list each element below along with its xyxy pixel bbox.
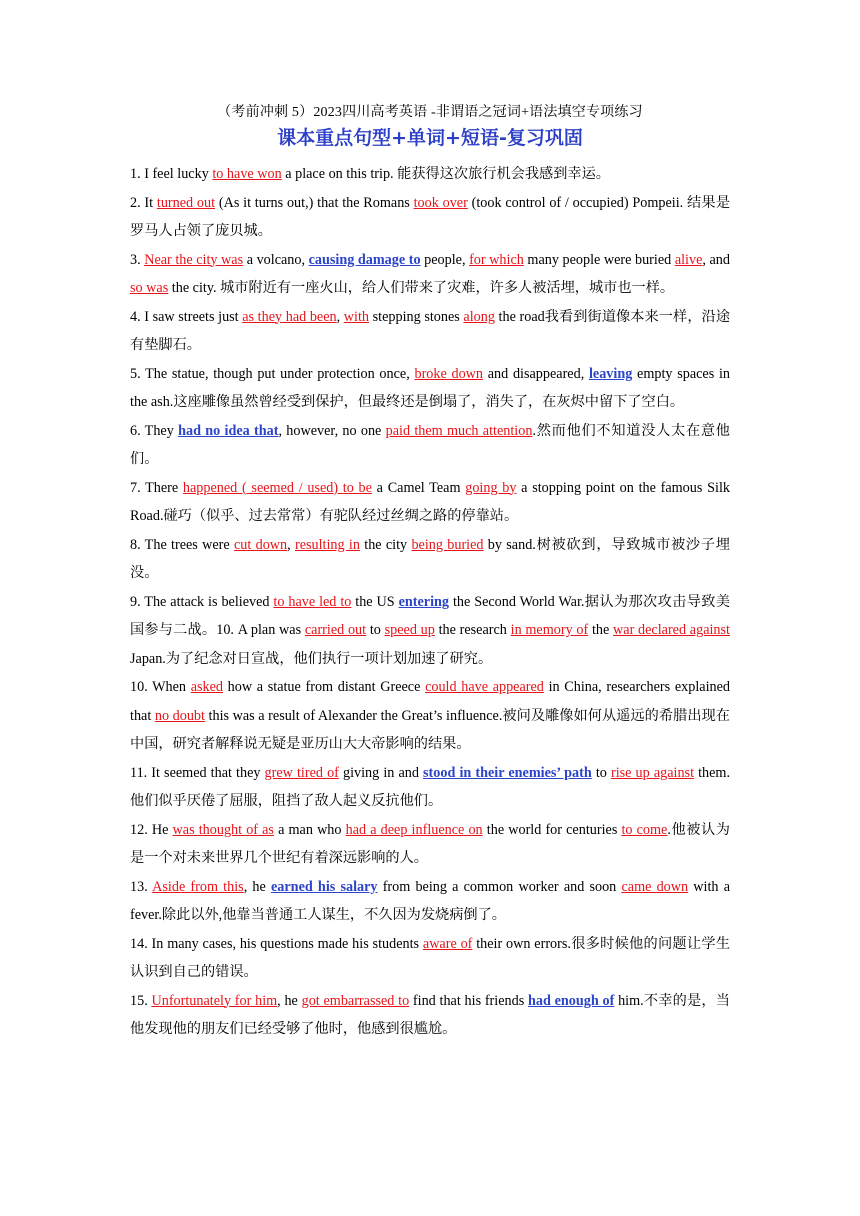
sentence-text: 3. <box>130 251 145 268</box>
sentence-text: people, <box>420 251 470 268</box>
sentence-text: a place on this trip. 能获得这次旅行机会我感到幸运。 <box>281 166 610 182</box>
key-phrase-red: paid them much attention <box>385 422 533 439</box>
key-phrase-red: to have won <box>212 166 282 182</box>
key-phrase-red: could have appeared <box>425 679 544 695</box>
sentence-text: this was a result of Alexander the Great’s influence.被问及雕像如何从遥远的希腊出现在中国，研究者解释说无疑是亚历山大大帝影响的结果。 <box>130 707 730 752</box>
sentence-text: 13. <box>130 878 153 895</box>
sentence-text: the road我看到街道像本来一样，沿途有垫脚石。 <box>130 308 731 353</box>
sentence-item <box>130 303 730 360</box>
sentence-text: their own errors.很多时候他的问题让学生认识到自己的错误。 <box>130 935 731 980</box>
sentence-item <box>130 160 730 189</box>
sentence-item <box>130 189 730 246</box>
sentence-item <box>130 930 730 987</box>
sentence-text: 6. They <box>130 422 179 439</box>
sentence-text: , and <box>702 251 730 268</box>
sentence-text: , he <box>277 992 302 1009</box>
key-phrase-blue: earned his salary <box>270 878 378 895</box>
sentence-item <box>130 673 730 759</box>
key-phrase-red: broke down <box>414 365 484 382</box>
key-phrase-red: rise up against <box>610 764 695 781</box>
sentence-text: in China, researchers explained that <box>130 679 730 724</box>
sentence-text: a Camel Team <box>371 479 466 496</box>
key-phrase-red: took over <box>413 194 468 211</box>
key-phrase-red: going by <box>465 479 517 496</box>
key-phrase-red: to come <box>621 821 668 838</box>
sentence-text: (took control of / occupied) Pompeii. 结果是罗马人占领了庞贝城。 <box>130 194 731 239</box>
sentence-item <box>130 759 730 816</box>
sentence-text: .他被认为是一个对未来世界几个世纪有着深远影响的人。 <box>130 821 730 866</box>
sentence-list <box>130 160 730 1044</box>
sentence-text: the city <box>359 536 412 553</box>
key-phrase-blue: had enough of <box>527 992 615 1009</box>
key-phrase-red: aware of <box>422 935 473 952</box>
key-phrase-red: in memory of <box>510 622 589 638</box>
key-phrase-red: with <box>343 308 370 325</box>
key-phrase-red: war declared against <box>613 622 730 638</box>
key-phrase-red: Unfortunately for him <box>151 992 278 1009</box>
sentence-text: find that his friends <box>409 992 528 1009</box>
sentence-text: 7. There <box>130 479 183 496</box>
sentence-text: stepping stones <box>369 308 464 325</box>
sentence-text: from being a common worker and soon <box>377 878 622 895</box>
key-phrase-red: alive <box>674 251 703 268</box>
sentence-item <box>130 474 730 531</box>
key-phrase-red: was thought of as <box>172 821 274 838</box>
sentence-text: 15. <box>130 992 152 1009</box>
sentence-item <box>130 360 730 417</box>
sentence-text: and disappeared, <box>483 365 589 382</box>
key-phrase-red: came down <box>621 878 689 895</box>
sentence-text: 14. In many cases, his questions made his students <box>130 935 423 952</box>
sentence-text: empty spaces in the ash.这座雕像虽然曾经受到保护，但最终还是倒塌了，消失了，在灰烬中留下了空白。 <box>130 365 730 410</box>
sentence-text: 10. When <box>130 679 191 695</box>
sentence-text: the <box>588 622 614 638</box>
sentence-text: , he <box>243 878 271 895</box>
key-phrase-red: had a deep influence on <box>345 821 483 838</box>
sentence-text: .然而他们不知道没人太在意他们。 <box>130 422 730 467</box>
sentence-item <box>130 531 730 588</box>
sentence-text: the US <box>351 593 399 610</box>
key-phrase-red: asked <box>190 679 223 695</box>
key-phrase-red: grew tired of <box>264 764 339 781</box>
key-phrase-red: for which <box>469 251 524 268</box>
key-phrase-blue: had no idea that <box>178 422 279 439</box>
sentence-item <box>130 588 730 674</box>
key-phrase-blue: causing damage to <box>308 251 421 268</box>
sentence-text: how a statue from distant Greece <box>223 679 426 695</box>
sentence-text: with a fever.除此以外,他靠当普通工人谋生，不久因为发烧病倒了。 <box>130 878 730 923</box>
sentence-text: giving in and <box>338 764 424 781</box>
sentence-text: many people were buried <box>523 251 675 268</box>
sentence-text: , <box>287 536 295 553</box>
sentence-text: 1. I feel lucky <box>130 166 213 182</box>
key-phrase-red: so was <box>130 280 169 296</box>
key-phrase-red: as they had been <box>242 308 337 325</box>
key-phrase-red: no doubt <box>154 707 205 724</box>
sentence-text: Japan.为了纪念对日宣战，他们执行一项计划加速了研究。 <box>130 650 493 667</box>
sentence-text: , <box>336 308 344 325</box>
document-header <box>0 103 860 151</box>
sentence-text: by sand.树被砍到，导致城市被沙子埋没。 <box>130 536 730 581</box>
document-title: 课本重点句型+单词+短语-复习巩固 <box>277 127 583 149</box>
key-phrase-red: happened ( seemed / used) to be <box>182 479 372 496</box>
sentence-text: to <box>591 764 611 781</box>
sentence-text: the world for centuries <box>482 821 622 838</box>
key-phrase-blue: entering <box>398 593 450 610</box>
key-phrase-red: carried out <box>304 622 367 638</box>
sentence-item <box>130 873 730 930</box>
sentence-text: to <box>366 622 385 638</box>
sentence-text: 9. The attack is believed <box>130 593 274 610</box>
sentence-text: a man who <box>273 821 346 838</box>
sentence-text: 2. It <box>130 194 157 211</box>
key-phrase-red: cut down <box>233 536 288 553</box>
key-phrase-red: Aside from this <box>152 878 244 895</box>
sentence-text: the research <box>434 622 511 638</box>
key-phrase-red: resulting in <box>294 536 360 553</box>
key-phrase-red: being buried <box>411 536 484 553</box>
sentence-item <box>130 987 730 1044</box>
sentence-text: 5. The statue, though put under protection once, <box>130 365 415 382</box>
key-phrase-red: turned out <box>156 194 216 211</box>
key-phrase-red: along <box>463 308 495 325</box>
sentence-text: a stopping point on the famous Silk Road.碰巧（似乎、过去常常）有驼队经过丝绸之路的停靠站。 <box>130 479 730 524</box>
sentence-text: 8. The trees were <box>130 536 234 553</box>
key-phrase-blue: stood in their enemies’ path <box>423 764 592 781</box>
sentence-text: the city. 城市附近有一座火山，给人们带来了灾难，许多人被活埋，城市也一样。 <box>168 280 675 296</box>
sentence-item <box>130 816 730 873</box>
sentence-text: him.不幸的是，当他发现他的朋友们已经受够了他时，他感到很尴尬。 <box>130 992 730 1037</box>
sentence-text: , however, no one <box>278 422 386 439</box>
sentence-text: a volcano, <box>243 251 309 268</box>
sentence-text: 11. It seemed that they <box>130 764 265 781</box>
sentence-text: 4. I saw streets just <box>130 308 243 325</box>
key-phrase-red: Near the city was <box>144 251 244 268</box>
sentence-text: the Second World War.据认为那次攻击导致美国参与二战。10. A plan was <box>130 593 731 638</box>
key-phrase-blue: leaving <box>588 365 633 382</box>
key-phrase-red: got embarrassed to <box>301 992 410 1009</box>
sentence-text: 12. He <box>130 821 173 838</box>
key-phrase-red: speed up <box>384 622 435 638</box>
sentence-item <box>130 417 730 474</box>
sentence-item <box>130 246 730 303</box>
document-subtitle: （考前冲刺 5）2023四川高考英语 -非谓语之冠词+语法填空专项练习 <box>217 105 643 120</box>
key-phrase-red: to have led to <box>273 593 352 610</box>
sentence-text: them. 他们似乎厌倦了屈服，阻挡了敌人起义反抗他们。 <box>130 764 731 809</box>
sentence-text: (As it turns out,) that the Romans <box>215 194 414 211</box>
